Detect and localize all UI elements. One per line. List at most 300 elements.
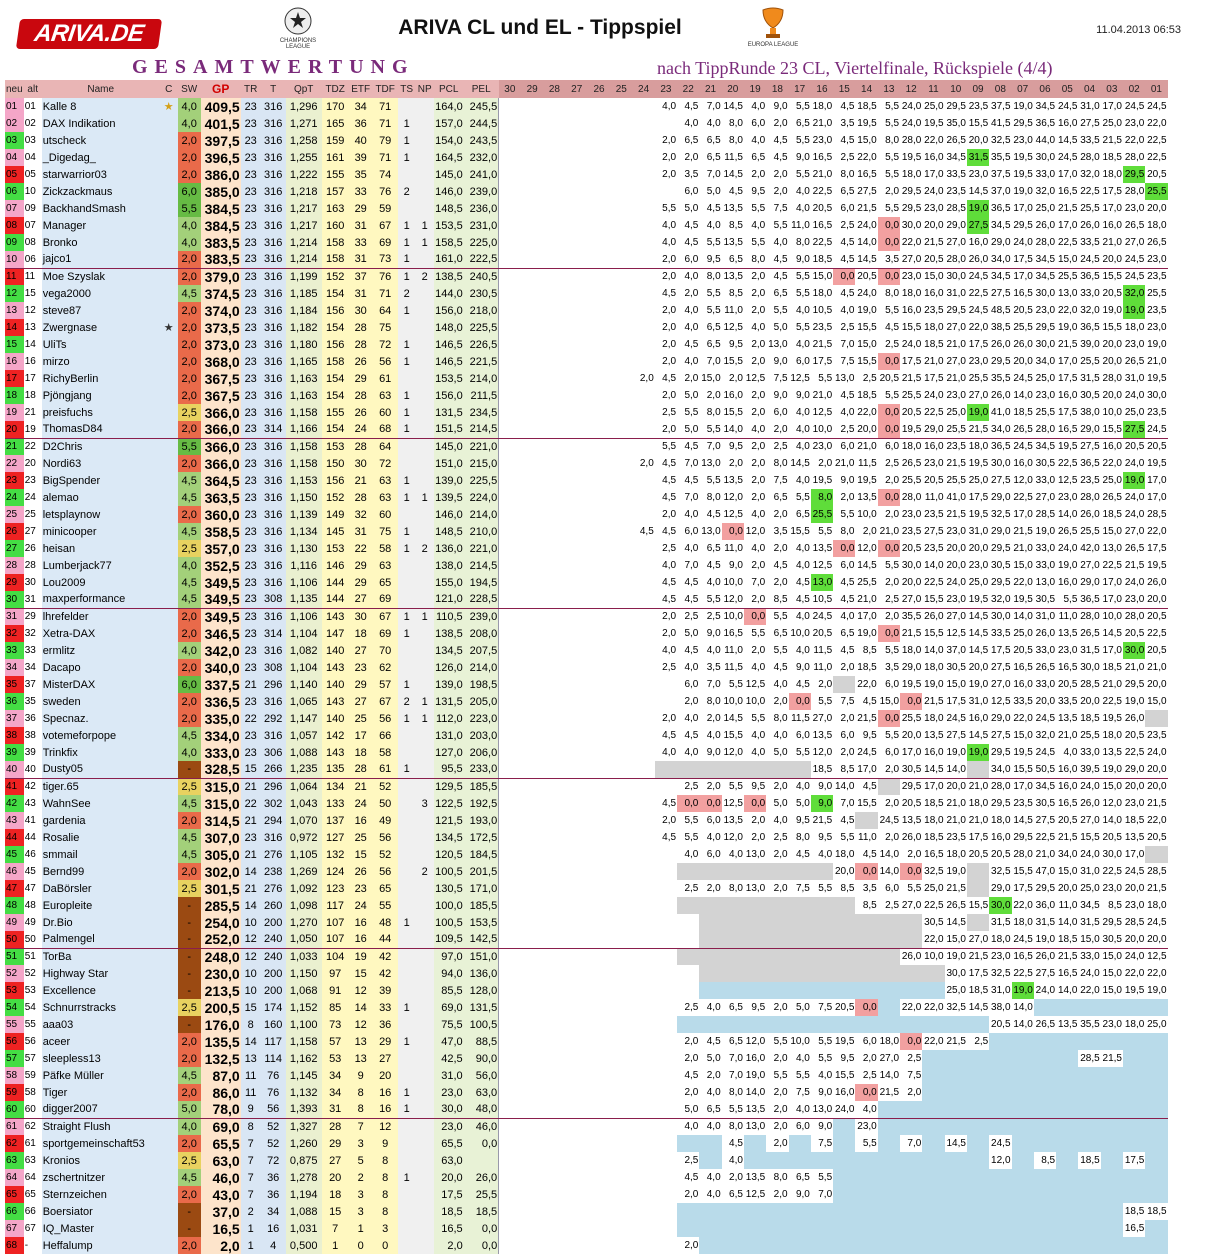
round-score: [878, 914, 900, 931]
cell-name[interactable]: BigSpender: [42, 472, 160, 489]
round-score: [543, 829, 565, 846]
table-row[interactable]: [5, 540, 1168, 557]
round-score: [588, 948, 610, 965]
round-score: [610, 795, 632, 812]
table-row[interactable]: [5, 642, 1168, 659]
cell-name[interactable]: preisfuchs: [42, 404, 160, 421]
cell-name[interactable]: _Digedag_: [42, 149, 160, 166]
cell-name[interactable]: aceer: [42, 1033, 160, 1050]
round-score: [632, 200, 654, 217]
cell-name[interactable]: sportgemeinschaft53: [42, 1135, 160, 1152]
cell-name[interactable]: alemao: [42, 489, 160, 506]
round-score: [1056, 1084, 1078, 1101]
table-row[interactable]: [5, 676, 1168, 693]
cell-neu: 65: [5, 1186, 24, 1203]
table-row[interactable]: [5, 132, 1168, 149]
round-score: 5,5: [818, 526, 833, 537]
round-score: 22,0: [857, 679, 877, 690]
round-score: 41,0: [946, 492, 966, 503]
round-score: [521, 846, 543, 863]
cell-pel: 56,0: [464, 1067, 499, 1084]
table-row[interactable]: [5, 149, 1168, 166]
table-row[interactable]: [5, 421, 1168, 438]
round-score: 2,0: [751, 407, 766, 418]
cell-name[interactable]: TorBa: [42, 948, 160, 965]
round-score: 34,5: [991, 271, 1011, 283]
cell-name[interactable]: Manager: [42, 217, 160, 234]
table-row[interactable]: [5, 200, 1168, 217]
table-row[interactable]: [5, 489, 1168, 506]
cell-name[interactable]: Päfke Müller: [42, 1067, 160, 1084]
round-score: 29,5: [901, 203, 922, 214]
cell-sw: 4,0: [178, 234, 201, 251]
round-score: [521, 727, 543, 744]
cell-name[interactable]: Specnaz.: [42, 710, 160, 727]
table-row[interactable]: [5, 965, 1168, 982]
cell-pcl: 2,0: [434, 1237, 464, 1254]
round-score: [967, 1016, 989, 1033]
round-score: 22,0: [1013, 900, 1033, 911]
cell-tdz: 163: [322, 200, 349, 217]
cell-name[interactable]: BackhandSmash: [42, 200, 160, 217]
cell-sw: 2,0: [178, 353, 201, 370]
round-score: [566, 897, 588, 914]
round-score: 11,5: [724, 152, 743, 163]
table-row[interactable]: [5, 1152, 1168, 1169]
cell-c: [160, 404, 178, 421]
cell-name[interactable]: starwarrior03: [42, 166, 160, 183]
round-score: [499, 642, 521, 659]
cell-name[interactable]: Lou2009: [42, 574, 160, 591]
cell-name[interactable]: Kalle 8: [42, 98, 160, 115]
table-row[interactable]: [5, 523, 1168, 540]
cell-name[interactable]: tiger.65: [42, 778, 160, 795]
table-row[interactable]: [5, 1033, 1168, 1050]
table-row[interactable]: [5, 710, 1168, 727]
cell-name[interactable]: Zwergnase: [42, 319, 160, 336]
round-score: 2,0: [751, 458, 766, 469]
cell-name[interactable]: MisterDAX: [42, 676, 160, 693]
round-score: 23,5: [946, 832, 966, 843]
table-row[interactable]: [5, 812, 1168, 829]
round-score: 26,5: [946, 900, 966, 911]
round-score: 12,0: [745, 1036, 766, 1047]
cell-name[interactable]: IQ_Master: [42, 1220, 160, 1237]
cell-neu: 58: [5, 1067, 24, 1084]
round-score: 5,5: [773, 220, 788, 231]
table-row[interactable]: [5, 1186, 1168, 1203]
table-row[interactable]: [5, 625, 1168, 642]
round-score: 31,0: [991, 985, 1011, 996]
cell-name[interactable]: digger2007: [42, 1101, 160, 1118]
round-score: 28,0: [1102, 373, 1122, 384]
round-score: 15,0: [1078, 931, 1100, 948]
cell-gp: 346,5: [201, 625, 241, 642]
cell-sw: -: [178, 761, 201, 778]
table-row[interactable]: [5, 880, 1168, 897]
cell-tdz: 140: [322, 642, 349, 659]
table-row[interactable]: [5, 1118, 1168, 1135]
round-score: 31,5: [1080, 373, 1100, 384]
cell-name[interactable]: Boersiator: [42, 1203, 160, 1220]
round-score: [610, 1135, 632, 1152]
table-row[interactable]: [5, 370, 1168, 387]
cell-tdf: 79: [373, 132, 398, 149]
table-row[interactable]: [5, 1237, 1168, 1254]
cell-alt: 17: [24, 373, 36, 384]
round-score: [499, 591, 521, 608]
round-score: [655, 846, 677, 863]
round-score: 15,0: [701, 373, 721, 384]
round-score: 4,0: [773, 679, 788, 690]
round-score: [610, 778, 632, 795]
cell-etf: 15: [349, 846, 373, 863]
cell-pel: 0,0: [464, 1135, 499, 1152]
cell-name[interactable]: DAX Indikation: [42, 115, 160, 132]
cell-c: [160, 676, 178, 693]
round-score: 23,5: [946, 441, 966, 453]
table-row[interactable]: [5, 183, 1168, 200]
cell-name[interactable]: D2Chris: [42, 438, 160, 455]
round-score: [1078, 1118, 1100, 1135]
round-score: [878, 1152, 900, 1169]
cell-name[interactable]: Bernd99: [42, 863, 160, 880]
table-row[interactable]: [5, 846, 1168, 863]
table-row[interactable]: [5, 353, 1168, 370]
round-score: [744, 1152, 766, 1169]
cell-sw: 2,5: [178, 778, 201, 795]
cell-qpt: 1,158: [286, 404, 322, 421]
table-row[interactable]: [5, 659, 1168, 676]
table-row[interactable]: [5, 1135, 1168, 1152]
cell-sw: 4,0: [178, 557, 201, 574]
round-score: 29,5: [1035, 322, 1056, 333]
table-row[interactable]: [5, 948, 1168, 965]
cell-gp: 252,0: [201, 931, 241, 948]
cell-ts: 2: [398, 183, 416, 200]
table-row[interactable]: [5, 387, 1168, 404]
round-score: 14,0: [945, 761, 967, 778]
round-score: 2,0: [751, 390, 766, 401]
cell-name[interactable]: Straight Flush: [42, 1118, 160, 1135]
cell-etf: 28: [349, 489, 373, 506]
round-score: [1145, 846, 1167, 863]
round-score: 7,5: [818, 1138, 833, 1149]
round-score: 5,0: [706, 1053, 721, 1064]
table-row[interactable]: [5, 795, 1168, 812]
table-row[interactable]: [5, 234, 1168, 251]
round-score: 28,0: [901, 492, 922, 503]
table-row[interactable]: [5, 897, 1168, 914]
round-score: 3,5: [878, 251, 900, 268]
cell-name[interactable]: RichyBerlin: [42, 370, 160, 387]
round-score: 7,5: [773, 475, 788, 486]
cell-name[interactable]: Dacapo: [42, 659, 160, 676]
round-score: [588, 1169, 610, 1186]
round-score: [811, 948, 833, 965]
cell-qpt: 1,222: [286, 166, 322, 183]
cell-name[interactable]: sleepless13: [42, 1050, 160, 1067]
round-score: 19,0: [1013, 186, 1033, 197]
table-row[interactable]: [5, 1067, 1168, 1084]
cell-np: 3: [416, 795, 434, 812]
round-score: 8,0: [729, 118, 743, 129]
cell-name[interactable]: mirzo: [42, 353, 160, 370]
table-row[interactable]: [5, 404, 1168, 421]
cell-name[interactable]: Zickzackmaus: [42, 183, 160, 200]
cell-name[interactable]: Trinkfix: [42, 744, 160, 761]
round-header: 08: [989, 80, 1011, 98]
table-row[interactable]: [5, 557, 1168, 574]
cell-name[interactable]: votemeforpope: [42, 727, 160, 744]
cell-name[interactable]: utscheck: [42, 132, 160, 149]
cell-name[interactable]: ThomasD84: [42, 421, 160, 438]
round-score: 2,0: [729, 1172, 743, 1183]
cell-neu: 45: [5, 846, 24, 863]
round-score: 16,5: [1124, 1223, 1145, 1234]
table-row[interactable]: [5, 472, 1168, 489]
round-score: 28,0: [1034, 421, 1056, 438]
cell-name[interactable]: Pjöngjang: [42, 387, 160, 404]
round-score: [588, 98, 610, 115]
round-score: 0,0: [744, 795, 766, 812]
round-score: 4,5: [706, 1036, 721, 1047]
round-score: 18,5: [968, 985, 989, 996]
cell-name[interactable]: ermlitz: [42, 642, 160, 659]
round-score: [499, 166, 521, 183]
table-row[interactable]: [5, 251, 1168, 268]
round-score: 30,5: [900, 761, 922, 778]
cell-name[interactable]: DaBörsler: [42, 880, 160, 897]
round-score: 13,5: [1057, 1019, 1078, 1030]
cell-name[interactable]: maxperformance: [42, 591, 160, 608]
table-row[interactable]: [5, 727, 1168, 744]
round-score: 0,0: [878, 217, 900, 234]
cell-name[interactable]: UliTs: [42, 336, 160, 353]
table-row[interactable]: [5, 778, 1168, 795]
round-score: 14,0: [834, 781, 855, 793]
table-row[interactable]: [5, 982, 1168, 999]
cell-name[interactable]: gardenia: [42, 812, 160, 829]
cell-name[interactable]: jajco1: [42, 251, 160, 268]
ariva-logo[interactable]: ARIVA.DE: [16, 19, 162, 49]
cell-sw: 2,0: [178, 421, 201, 438]
table-row[interactable]: [5, 829, 1168, 846]
cell-name[interactable]: Rosalie: [42, 829, 160, 846]
table-row[interactable]: [5, 744, 1168, 761]
cell-name[interactable]: WahnSee: [42, 795, 160, 812]
round-score: 14,5: [968, 645, 989, 656]
round-score: 4,5: [662, 475, 677, 486]
cell-c: [160, 829, 178, 846]
cell-np: 1: [416, 217, 434, 234]
round-score: [922, 1050, 944, 1067]
round-score: 2,0: [885, 186, 900, 197]
round-score: 4,0: [729, 1155, 743, 1166]
cell-tr: 23: [241, 336, 261, 353]
round-score: [945, 1220, 967, 1237]
cell-tdf: 64: [373, 438, 398, 455]
table-row[interactable]: [5, 863, 1168, 880]
round-score: 20,5: [857, 271, 877, 283]
table-row[interactable]: [5, 1203, 1168, 1220]
table-row[interactable]: [5, 999, 1168, 1016]
round-score: 24,5: [1124, 101, 1145, 112]
round-score: [588, 1101, 610, 1118]
round-score: [833, 1203, 855, 1220]
cell-name[interactable]: Xetra-DAX: [42, 625, 160, 642]
table-row[interactable]: [5, 336, 1168, 353]
cell-name[interactable]: smmail: [42, 846, 160, 863]
cell-name[interactable]: Nordi63: [42, 455, 160, 472]
cell-name[interactable]: zschertnitzer: [42, 1169, 160, 1186]
cell-name[interactable]: Heffalump: [42, 1237, 160, 1254]
table-row[interactable]: [5, 1169, 1168, 1186]
table-row[interactable]: [5, 455, 1168, 472]
cell-neu: 53: [5, 982, 24, 999]
cell-tr: 8: [241, 1016, 261, 1033]
round-score: [632, 115, 654, 132]
cell-name[interactable]: minicooper: [42, 523, 160, 540]
round-score: [655, 676, 677, 693]
table-row[interactable]: [5, 1016, 1168, 1033]
round-score: 21,5: [946, 509, 966, 520]
cell-name[interactable]: Tiger: [42, 1084, 160, 1101]
cell-name[interactable]: Dusty05: [42, 761, 160, 778]
cell-name[interactable]: Dr.Bio: [42, 914, 160, 931]
round-score: 28,0: [1013, 849, 1033, 860]
round-score: 33,5: [1080, 237, 1100, 248]
round-score: 23,0: [1057, 645, 1078, 656]
cell-gp: 367,5: [201, 387, 241, 404]
cell-name[interactable]: Sternzeichen: [42, 1186, 160, 1203]
table-row[interactable]: [5, 285, 1168, 302]
cell-name[interactable]: vega2000: [42, 285, 160, 302]
cell-ts: 1: [398, 387, 416, 404]
round-score: [610, 506, 632, 523]
cell-alt: 18: [24, 390, 36, 401]
cell-name[interactable]: Europleite: [42, 897, 160, 914]
cell-name[interactable]: heisan: [42, 540, 160, 557]
round-score: [610, 1152, 632, 1169]
round-score: [566, 829, 588, 846]
round-score: 2,0: [684, 696, 699, 707]
round-score: [566, 659, 588, 676]
cell-pcl: 154,0: [434, 132, 464, 149]
table-row[interactable]: [5, 693, 1168, 710]
round-score: [655, 1067, 677, 1084]
round-score: 0,0: [900, 693, 922, 710]
cell-tdz: 34: [322, 1067, 349, 1084]
round-score: [967, 1101, 989, 1118]
cell-name[interactable]: aaa03: [42, 1016, 160, 1033]
round-score: [1034, 1067, 1056, 1084]
table-row[interactable]: [5, 1050, 1168, 1067]
cell-t: 316: [261, 472, 286, 489]
cell-ts: 1: [398, 149, 416, 166]
cell-name[interactable]: lhrefelder: [42, 608, 160, 625]
cell-neu: 30: [5, 591, 24, 608]
cell-name[interactable]: Moe Szyslak: [42, 268, 160, 285]
cell-name[interactable]: Schnurrstracks: [42, 999, 160, 1016]
round-score: 17,5: [1057, 373, 1078, 384]
table-row[interactable]: [5, 166, 1168, 183]
table-row[interactable]: [5, 319, 1168, 336]
table-row[interactable]: [5, 574, 1168, 591]
round-score: [588, 659, 610, 676]
table-row[interactable]: [5, 506, 1168, 523]
cell-gp: 368,0: [201, 353, 241, 370]
round-score: [632, 234, 654, 251]
cell-name[interactable]: Bronko: [42, 234, 160, 251]
cell-tr: 23: [241, 829, 261, 846]
cell-pel: 226,5: [464, 336, 499, 353]
cell-t: 316: [261, 251, 286, 268]
table-row[interactable]: [5, 1220, 1168, 1237]
cell-name[interactable]: Lumberjack77: [42, 557, 160, 574]
table-row[interactable]: [5, 608, 1168, 625]
round-score: [945, 1084, 967, 1101]
table-row[interactable]: [5, 591, 1168, 608]
round-score: 20,0: [855, 421, 877, 438]
cell-gp: 307,0: [201, 829, 241, 846]
round-score: [610, 761, 632, 778]
cell-name[interactable]: steve87: [42, 302, 160, 319]
table-row[interactable]: [5, 302, 1168, 319]
cell-sw: 4,5: [178, 1067, 201, 1084]
table-row[interactable]: [5, 931, 1168, 948]
table-row[interactable]: [5, 438, 1168, 455]
cell-tr: 23: [241, 574, 261, 591]
table-row[interactable]: [5, 268, 1168, 285]
table-row[interactable]: [5, 98, 1168, 115]
table-row[interactable]: [5, 761, 1168, 778]
table-row[interactable]: [5, 1084, 1168, 1101]
round-score: 23,0: [1035, 305, 1056, 316]
cell-name[interactable]: Excellence: [42, 982, 160, 999]
cell-t: 316: [261, 642, 286, 659]
round-score: 4,0: [706, 1189, 721, 1200]
round-score: [543, 778, 565, 795]
column-header-gp: GP: [201, 80, 241, 98]
round-score: 17,0: [924, 781, 944, 793]
table-row[interactable]: [5, 1101, 1168, 1118]
round-score: 30,0: [901, 220, 922, 231]
round-score: [566, 914, 588, 931]
cell-etf: 18: [349, 625, 373, 642]
round-score: [521, 625, 543, 642]
cell-name[interactable]: sweden: [42, 693, 160, 710]
cell-pcl: 121,5: [434, 812, 464, 829]
round-score: 2,0: [751, 645, 766, 656]
table-row[interactable]: [5, 115, 1168, 132]
cell-neu: 49: [5, 914, 24, 931]
cell-tdf: 33: [373, 999, 398, 1016]
round-score: 25,5: [1035, 407, 1056, 418]
round-score: 10,0: [1102, 611, 1122, 623]
round-score: 18,5: [924, 832, 944, 843]
round-score: 26,0: [901, 832, 922, 843]
cell-name[interactable]: Highway Star: [42, 965, 160, 982]
table-row[interactable]: [5, 914, 1168, 931]
cell-name[interactable]: Kronios: [42, 1152, 160, 1169]
table-row[interactable]: [5, 217, 1168, 234]
round-score: 20,0: [1035, 696, 1056, 707]
round-score: 24,5: [1124, 271, 1145, 283]
cell-name[interactable]: Palmengel: [42, 931, 160, 948]
cell-name[interactable]: letsplaynow: [42, 506, 160, 523]
cell-ts: 1: [398, 234, 416, 251]
